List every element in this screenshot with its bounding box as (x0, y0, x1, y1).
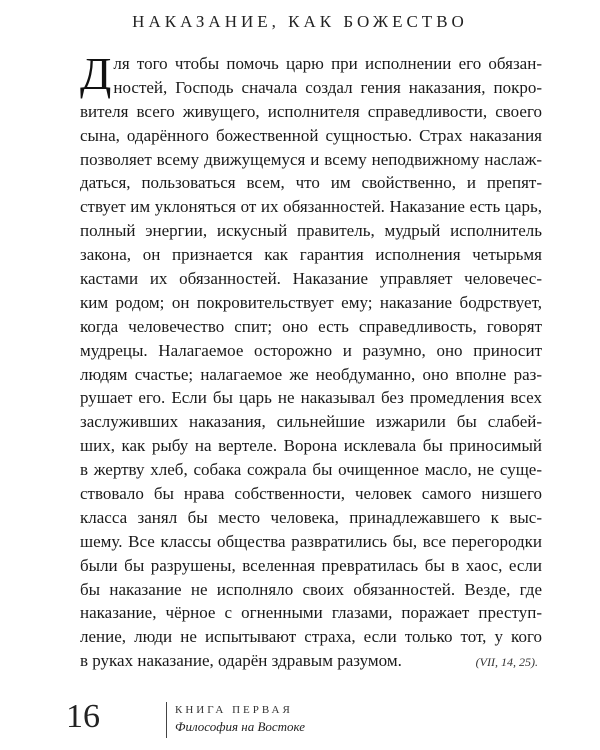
text-line: вителя всего живущего, исполнителя справедливости, своего (80, 101, 542, 121)
book-label: КНИГА ПЕРВАЯ (175, 704, 293, 716)
text-line: когда человечество спит; оно есть справедливость, говорят (80, 316, 542, 336)
text-line: ностей, Господь сначала создал гения наказания, покро- (113, 77, 542, 97)
text-line: ля того чтобы помочь царю при исполнении его обязан- (113, 54, 542, 73)
text-line: в жертву хлеб, собака сожрала бы очищенное масло, не суще- (80, 460, 542, 480)
running-title: НАКАЗАНИЕ, КАК БОЖЕСТВО (132, 12, 468, 31)
text-line: шему. Все классы общества развратились бы, все перегородки (80, 531, 542, 551)
text-line: бы наказание не исполняло своих обязанностей. Везде, где (80, 579, 542, 599)
text-line: рушает его. Если бы царь не наказывал без промедления всех (80, 388, 542, 408)
text-line: заслуживших наказания, сильнейшие изжарили бы слабей- (80, 412, 542, 432)
text-line: кастами их обязанностей. Наказание управляет человечес- (80, 269, 542, 289)
section-label: Философия на Востоке (175, 719, 306, 734)
page-number: 16 (66, 698, 100, 735)
text-line: мудрецы. Налагаемое осторожно и разумно, оно приносит (80, 340, 542, 360)
text-line: класса занял бы место человека, принадлежавшего к выс- (80, 507, 542, 527)
footer-block (166, 702, 305, 738)
text-line: сына, одарённого божественной сущностью. Страх наказания (80, 125, 542, 145)
text-line: ствует им уклоняться от их обязанностей. Наказание есть царь, (80, 197, 542, 217)
text-line: ствовало бы нрава собственности, человек самого низшего (80, 484, 542, 504)
body-text (80, 48, 542, 673)
text-line: в руках наказание, одарён здравым разумом. (80, 651, 402, 671)
text-line: были бы разрушены, вселенная превратилась бы в хаос, если (80, 555, 542, 575)
text-line: полный энергии, искусный правитель, мудрый исполнитель (80, 221, 542, 241)
text-line: ление, люди не испытывают страха, если только тот, у кого (80, 627, 542, 647)
text-line: позволяет всему движущемуся и всему неподвижному наслаж- (80, 149, 542, 169)
text-line: наказание, чёрное с огненными глазами, поражает преступ- (80, 603, 542, 623)
text-line: даться, пользоваться всем, что им свойственно, и препят- (80, 173, 542, 193)
text-line: закона, он признается как гарантия исполнения четырьмя (80, 245, 542, 265)
drop-cap: Д (80, 48, 112, 99)
citation: (VII, 14, 25). (475, 655, 538, 669)
text-line: ших, как рыбу на вертеле. Ворона исклевала бы приносимый (80, 436, 542, 456)
text-line: людям счастье; налагаемое же необдуманно, оно вполне раз- (80, 364, 542, 384)
text-line: ким родом; он покровительствует ему; наказание бодрствует, (80, 292, 542, 312)
